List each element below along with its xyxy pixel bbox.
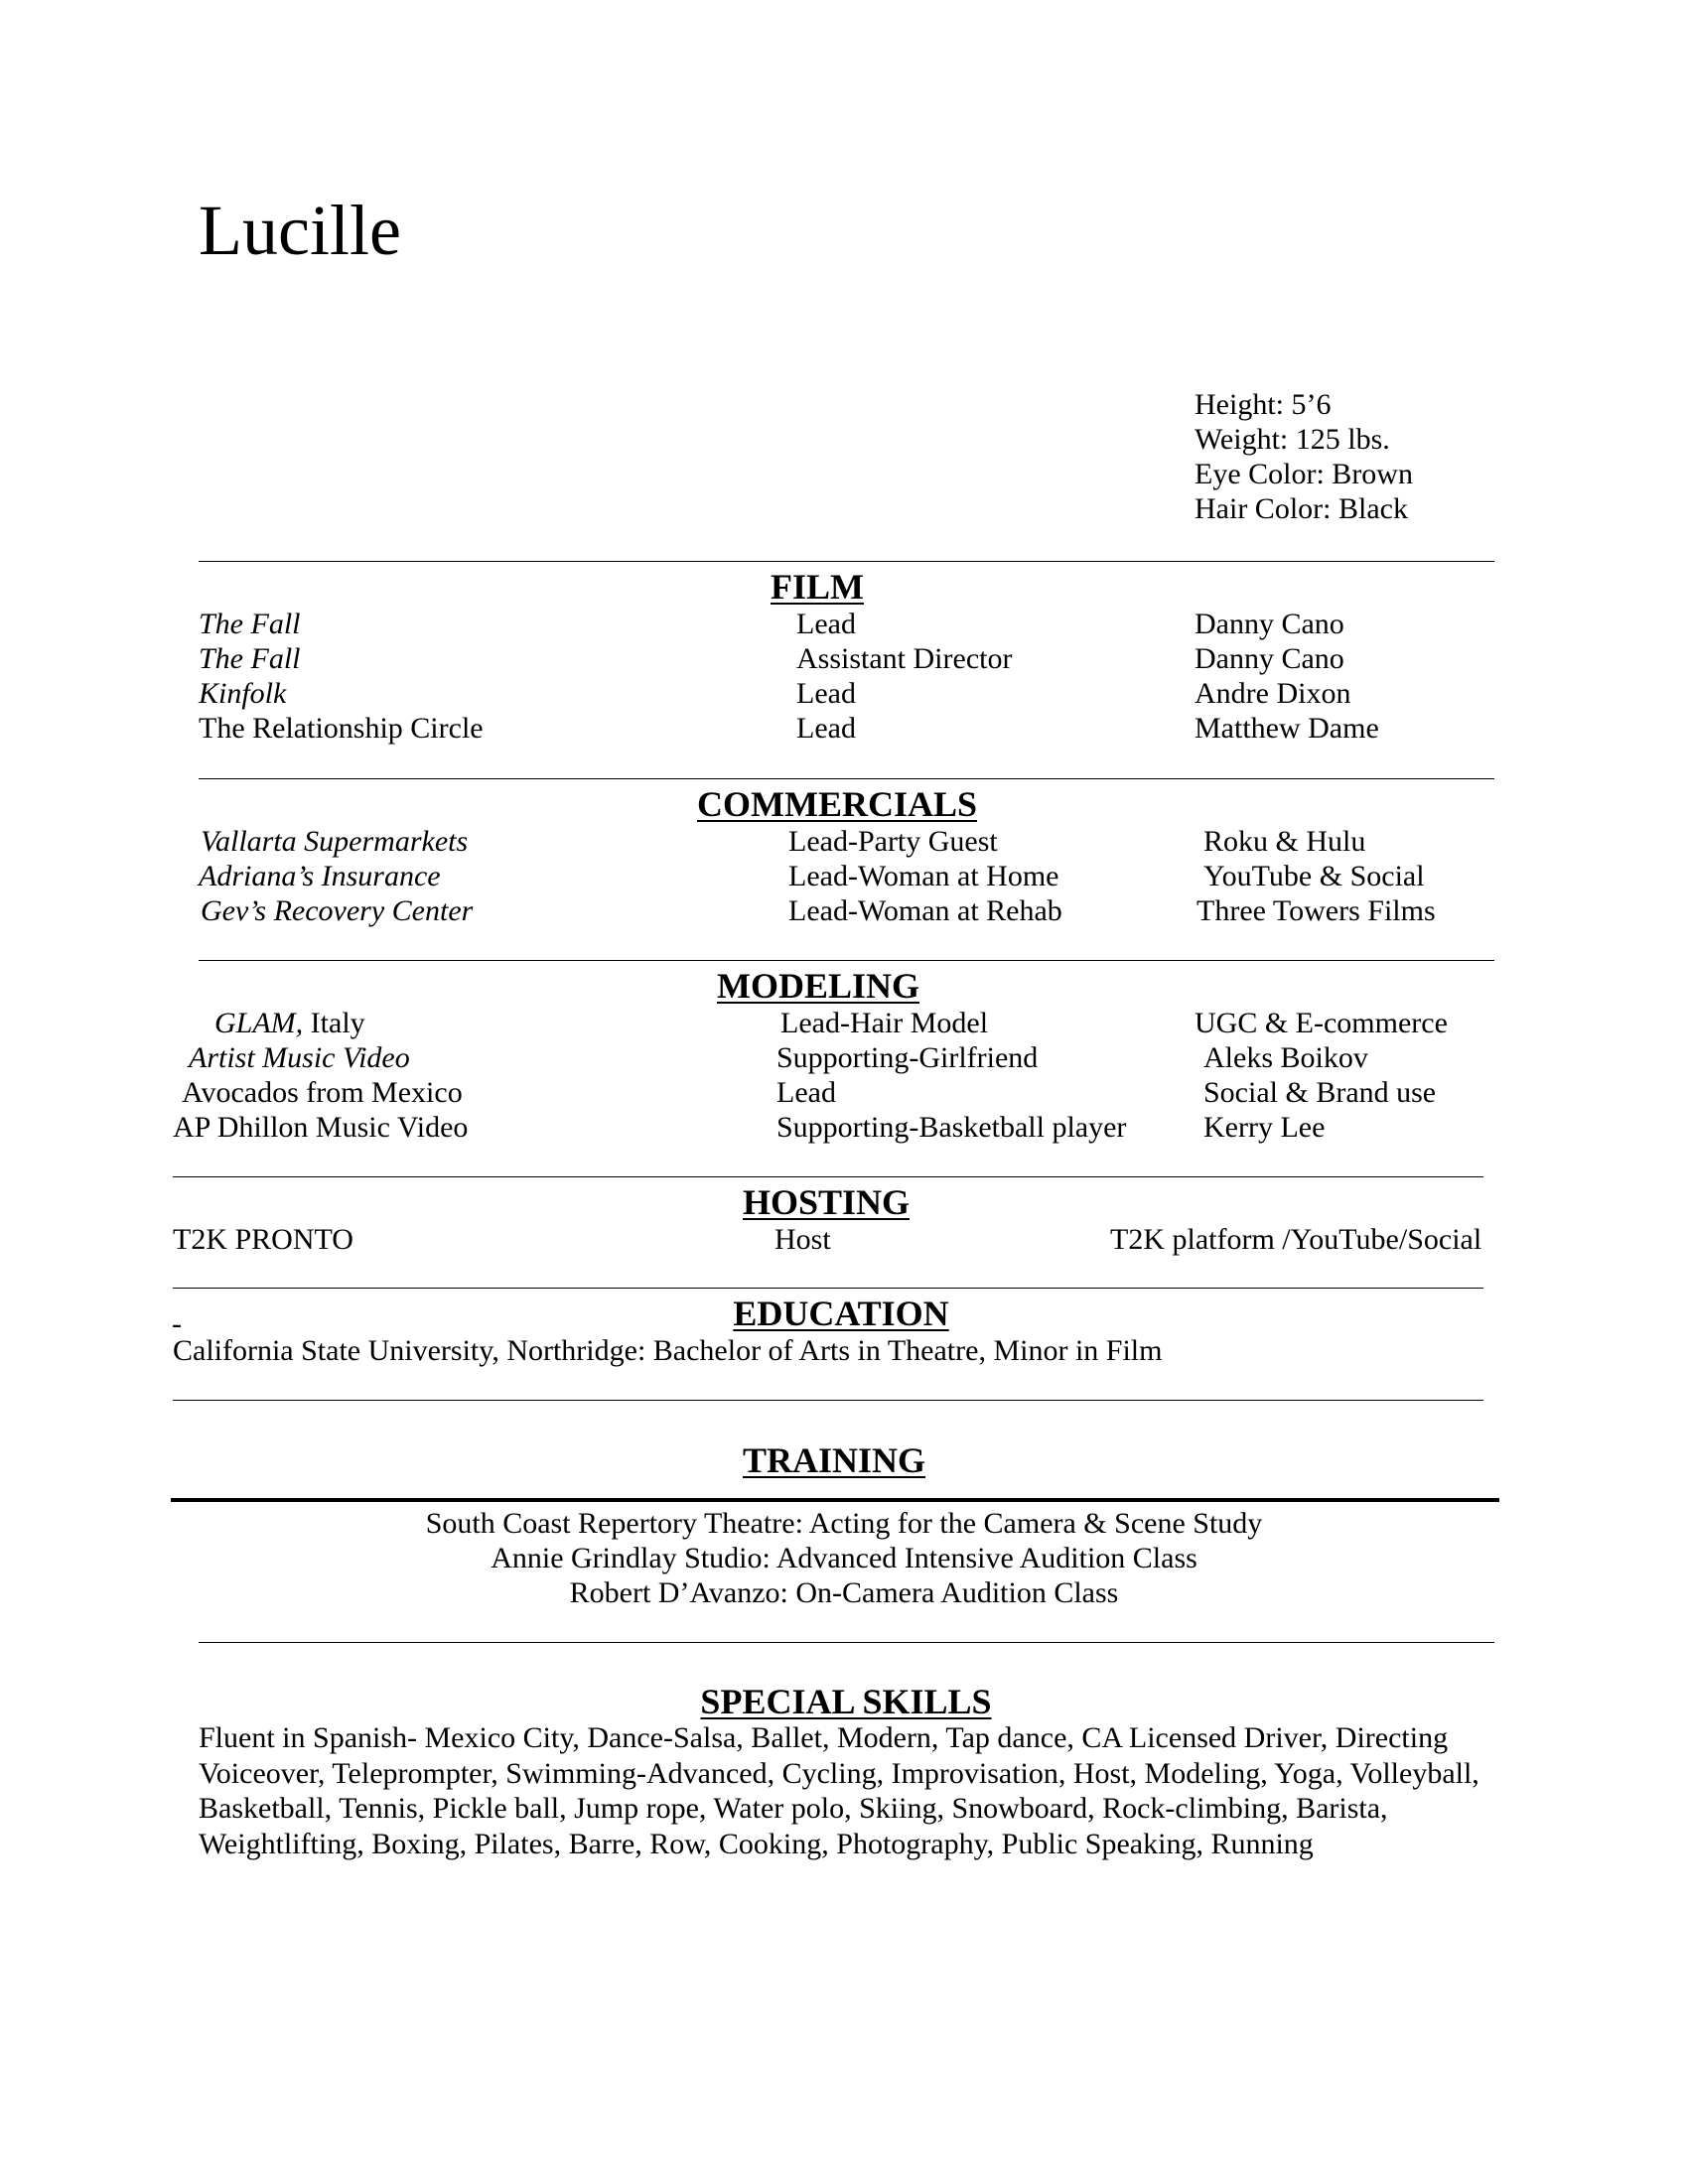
divider	[199, 778, 1494, 779]
section-heading-film: FILM	[771, 567, 864, 607]
stat-weight: Weight: 125 lbs.	[1195, 423, 1390, 456]
divider	[173, 1400, 1483, 1401]
film-title: The Fall	[199, 642, 301, 675]
modeling-title	[214, 1009, 365, 1038]
stat-height: Height: 5’6	[1195, 388, 1332, 421]
modeling-title: AP Dhillon Music Video	[173, 1111, 469, 1144]
modeling-credit: Aleks Boikov	[1203, 1041, 1368, 1074]
modeling-role: Supporting-Girlfriend	[776, 1041, 1039, 1074]
hosting-role: Host	[774, 1223, 831, 1256]
hosting-title: T2K PRONTO	[173, 1223, 353, 1256]
stat-hair-color: Hair Color: Black	[1195, 492, 1408, 525]
commercial-title: Adriana’s Insurance	[199, 860, 441, 892]
education-dash: -	[172, 1307, 182, 1340]
modeling-title-italic: GLAM,	[214, 1007, 304, 1039]
modeling-role: Lead-Hair Model	[780, 1007, 989, 1039]
film-credit: Matthew Dame	[1195, 712, 1379, 745]
special-skills-text: Fluent in Spanish- Mexico City, Dance-Salsa, Ballet, Modern, Tap dance, CA Licensed Driver, Directing Voiceover, Teleprompter, Swimming-Advanced, Cycling, Improvisation, Host, Modeling, Yoga, Volleyball, Basketball, Tennis, Pickle ball, Jump rope, Water polo, Skiing, Snowboard, Rock-climbing, Barista, Weightlifting, Boxing, Pilates, Barre, Row, Cooking, Photography, Public Speaking, Running	[199, 1721, 1479, 1860]
divider	[199, 960, 1494, 961]
modeling-credit: UGC & E-commerce	[1195, 1007, 1448, 1039]
commercial-credit: YouTube & Social	[1203, 860, 1425, 892]
education-text: California State University, Northridge: Bachelor of Arts in Theatre, Minor in Film	[173, 1334, 1163, 1367]
section-heading-modeling: MODELING	[716, 966, 920, 1006]
modeling-credit: Social & Brand use	[1203, 1076, 1437, 1109]
film-credit: Danny Cano	[1195, 608, 1344, 640]
modeling-role: Lead	[776, 1076, 836, 1109]
film-role: Assistant Director	[796, 642, 1013, 675]
modeling-title: Artist Music Video	[189, 1041, 410, 1074]
training-line: Annie Grindlay Studio: Advanced Intensive Audition Class	[491, 1542, 1197, 1574]
thick-divider	[171, 1498, 1499, 1502]
divider	[199, 561, 1494, 562]
film-role: Lead	[796, 712, 856, 745]
commercial-credit: Three Towers Films	[1196, 894, 1436, 927]
commercial-role: Lead-Party Guest	[788, 825, 998, 858]
modeling-credit: Kerry Lee	[1203, 1111, 1326, 1144]
film-title: The Fall	[199, 608, 301, 640]
section-heading-hosting: HOSTING	[742, 1182, 911, 1222]
film-role: Lead	[796, 608, 856, 640]
hosting-credit: T2K platform /YouTube/Social	[1110, 1223, 1482, 1256]
film-credit: Andre Dixon	[1195, 677, 1351, 710]
film-credit: Danny Cano	[1195, 642, 1344, 675]
commercial-title: Vallarta Supermarkets	[201, 825, 469, 858]
modeling-title: Avocados from Mexico	[182, 1076, 463, 1109]
modeling-role: Supporting-Basketball player	[776, 1111, 1127, 1144]
film-role: Lead	[796, 677, 856, 710]
commercial-role: Lead-Woman at Rehab	[788, 894, 1062, 927]
modeling-title-rest: Italy	[303, 1007, 365, 1039]
commercial-role: Lead-Woman at Home	[788, 860, 1059, 892]
section-heading-commercials: COMMERCIALS	[696, 784, 978, 824]
training-line: Robert D’Avanzo: On-Camera Audition Class	[569, 1576, 1119, 1609]
stat-eye-color: Eye Color: Brown	[1195, 458, 1413, 490]
section-heading-education: EDUCATION	[733, 1294, 949, 1333]
actor-name: Lucille	[199, 191, 401, 270]
section-heading-training: TRAINING	[742, 1440, 926, 1480]
section-heading-special-skills: SPECIAL SKILLS	[700, 1682, 992, 1721]
divider	[173, 1288, 1483, 1289]
divider	[173, 1176, 1483, 1177]
training-line: South Coast Repertory Theatre: Acting for the Camera & Scene Study	[425, 1507, 1263, 1540]
divider	[199, 1642, 1494, 1643]
commercial-credit: Roku & Hulu	[1203, 825, 1366, 858]
film-title: Kinfolk	[199, 677, 287, 710]
commercial-title: Gev’s Recovery Center	[201, 894, 474, 927]
film-title: The Relationship Circle	[199, 712, 484, 745]
